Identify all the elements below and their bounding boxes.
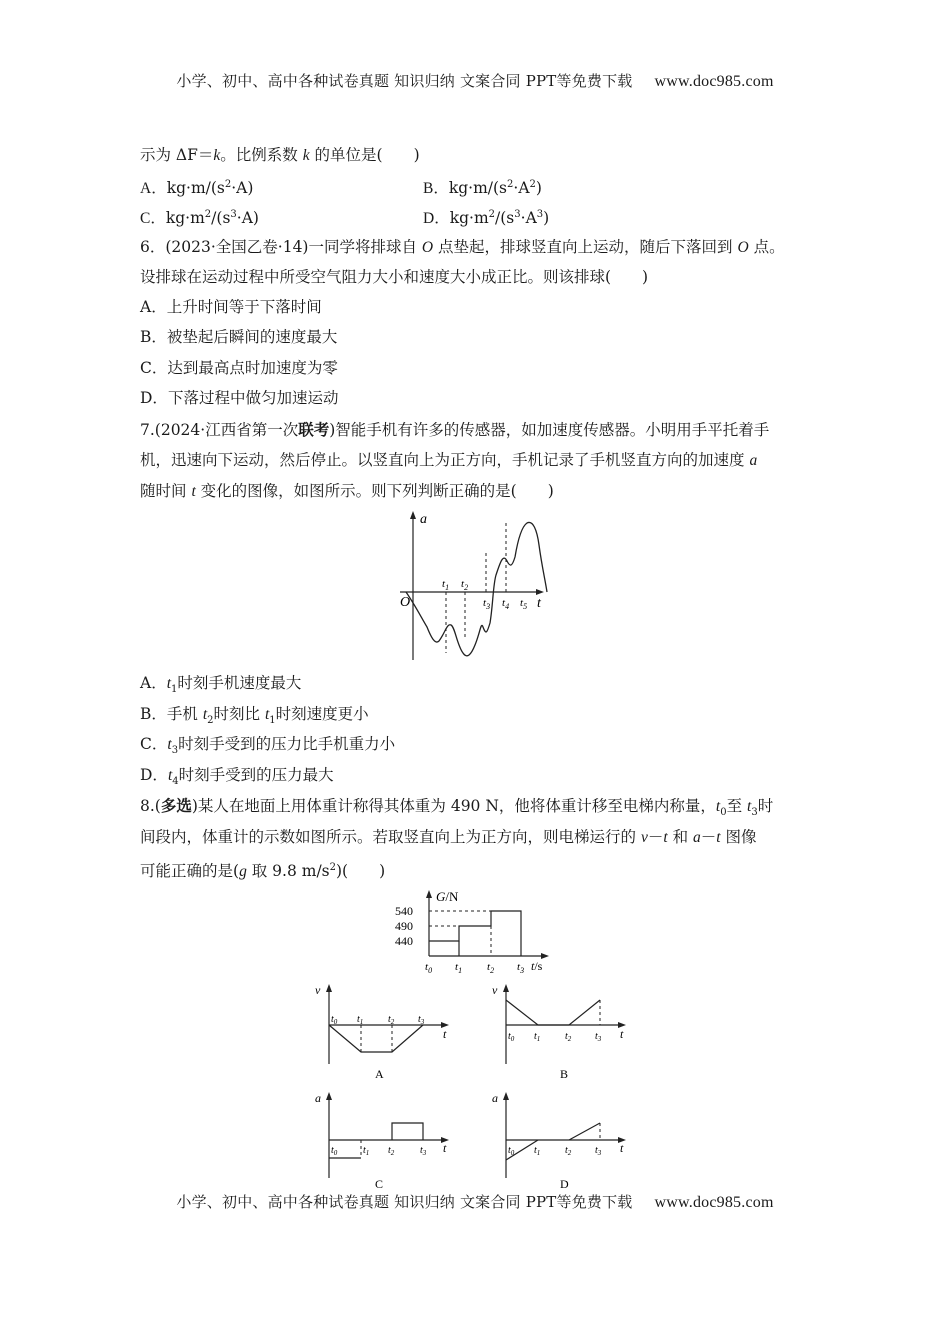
q7-at-graph	[390, 505, 560, 665]
q6-option-a[interactable]: A．上升时间等于下落时间	[140, 298, 322, 316]
q5-option-d[interactable]: D．$kg\cdot m^2/(s^3\cdot A^3)$	[423, 209, 550, 228]
q8-g-xlabel: t/s	[531, 959, 543, 973]
svg-text:t: t	[620, 1027, 624, 1041]
svg-text:t: t	[443, 1141, 447, 1155]
q7-x-label: t	[537, 596, 541, 611]
q8-g-ylabel: G/N	[436, 889, 459, 904]
footer-site[interactable]: www.doc985.com	[654, 1194, 774, 1211]
q8-stem-line2: 间段内，体重计的示数如图所示。若取竖直向上为正方向，则电梯运行的 v－t 和 a－t 图像	[140, 828, 757, 846]
q8-choice-a-line	[329, 1025, 423, 1052]
header-text: 小学、初中、高中各种试卷真题 知识归纳 文案合同 PPT等免费下载	[176, 72, 633, 90]
q8-stem-line3: 可能正确的是(g 取 9.8 $m/s^2$)( )	[140, 862, 386, 881]
svg-text:t1: $t_1$	[534, 1031, 541, 1043]
q8-g-ytick-540: 540	[395, 904, 413, 918]
svg-text:t3: $t_3$	[418, 1014, 425, 1026]
q7-tick-t4: $t_4$	[502, 597, 510, 611]
svg-text:t3: $t_3$	[595, 1145, 602, 1157]
q5-option-b[interactable]: B．$kg\cdot m/(s^2\cdot A^2)$	[423, 179, 542, 198]
q8-choice-a-label: A	[375, 1067, 384, 1081]
q6-stem-line1: 6．(2023·全国乙卷·14)一同学将排球自 O 点垫起，排球竖直向上运动，随后下落回到 O 点。	[140, 238, 785, 256]
svg-text:t2: $t_2$	[388, 1014, 395, 1026]
svg-text:t0: $t_0$	[331, 1145, 338, 1157]
q5-option-c[interactable]: C．$kg\cdot m^2/(s^3\cdot A)$	[140, 209, 259, 228]
q6-option-d[interactable]: D．下落过程中做匀加速运动	[140, 389, 339, 407]
svg-text:v: v	[315, 983, 321, 997]
q7-option-c[interactable]: C．$t_3$时刻手受到的压力比手机重力小	[140, 735, 396, 757]
svg-text:t2: $t_2$	[487, 961, 495, 975]
q8-choice-d-label: D	[560, 1177, 569, 1191]
page-header	[0, 70, 950, 91]
svg-text:t3: $t_3$	[517, 961, 525, 975]
svg-text:t3: $t_3$	[420, 1145, 427, 1157]
q8-choice-b-graph[interactable]	[490, 982, 640, 1082]
q7-tick-t2: $t_2$	[461, 578, 469, 592]
q7-tick-t5: $t_5$	[520, 597, 528, 611]
svg-text:t0: $t_0$	[508, 1031, 515, 1043]
svg-text:t0: $t_0$	[508, 1145, 515, 1157]
q7-stem-line2: 机，迅速向下运动，然后停止。以竖直向上为正方向，手机记录了手机竖直方向的加速度 a	[140, 451, 758, 469]
q8-choice-a-graph[interactable]	[313, 982, 463, 1082]
q7-stem-line1: 7.(2024·江西省第一次联考)智能手机有许多的传感器，如加速度传感器。小明用手平托着手	[140, 420, 770, 439]
svg-text:t1: $t_1$	[357, 1014, 364, 1026]
q8-g-ytick-490: 490	[395, 919, 413, 933]
svg-text:t2: $t_2$	[388, 1145, 395, 1157]
q8-g-ytick-440: 440	[395, 934, 413, 948]
svg-text:v: v	[492, 983, 498, 997]
svg-text:t2: $t_2$	[565, 1145, 572, 1157]
q8-choice-c-seg2	[392, 1123, 423, 1140]
q8-stem-line1: 8.(多选)某人在地面上用体重计称得其体重为 490 N，他将体重计移至电梯内称量，$t_0$至 $t_3$时	[140, 796, 774, 819]
q7-option-d[interactable]: D．$t_4$时刻手受到的压力最大	[140, 766, 334, 788]
q7-option-b[interactable]: B．手机 $t_2$时刻比 $t_1$时刻速度更小	[140, 705, 369, 727]
page-footer	[0, 1191, 950, 1212]
q7-y-arrow	[410, 511, 416, 519]
svg-text:t: t	[620, 1141, 624, 1155]
svg-text:t1: $t_1$	[455, 961, 463, 975]
q6-stem-line2: 设排球在运动过程中所受空气阻力大小和速度大小成正比。则该排球( )	[140, 268, 649, 286]
q7-option-a[interactable]: A．$t_1$时刻手机速度最大	[140, 674, 302, 696]
q8-choice-b-label: B	[560, 1067, 569, 1081]
q8-choice-b-line	[506, 1000, 600, 1025]
q7-tick-t1: $t_1$	[442, 578, 450, 592]
q8-g-graph	[395, 888, 565, 978]
svg-text:a: a	[315, 1091, 321, 1105]
svg-text:t: t	[443, 1027, 447, 1041]
q8-choice-d-graph[interactable]	[490, 1090, 640, 1190]
header-site[interactable]: www.doc985.com	[654, 73, 774, 90]
svg-text:t0: $t_0$	[331, 1014, 338, 1026]
q7-curve	[406, 522, 547, 655]
footer-text: 小学、初中、高中各种试卷真题 知识归纳 文案合同 PPT等免费下载	[176, 1193, 633, 1211]
q7-origin: O	[400, 595, 411, 610]
q8-choice-c-label: C	[375, 1177, 384, 1191]
q8-g-step-line	[429, 911, 521, 956]
q7-y-label: a	[420, 512, 427, 527]
svg-text:t1: $t_1$	[534, 1145, 541, 1157]
q7-x-arrow	[536, 589, 544, 595]
q6-option-b[interactable]: B．被垫起后瞬间的速度最大	[140, 328, 338, 346]
q7-tick-t3: $t_3$	[483, 597, 491, 611]
q5-stem-tail: 示为 ΔF＝k。比例系数 k 的单位是( )	[140, 146, 420, 164]
svg-text:t2: $t_2$	[565, 1031, 572, 1043]
q8-choice-c-graph[interactable]	[313, 1090, 463, 1190]
q8-choice-d-line	[506, 1123, 600, 1160]
q5-option-a[interactable]: A．$kg\cdot m/(s^2\cdot A)$	[140, 179, 254, 198]
svg-text:t0: $t_0$	[425, 961, 433, 975]
q7-stem-line3: 随时间 t 变化的图像，如图所示。则下列判断正确的是( )	[140, 482, 554, 500]
svg-text:a: a	[492, 1091, 498, 1105]
svg-text:t3: $t_3$	[595, 1031, 602, 1043]
q6-option-c[interactable]: C．达到最高点时加速度为零	[140, 359, 338, 377]
svg-text:t1: $t_1$	[363, 1145, 370, 1157]
